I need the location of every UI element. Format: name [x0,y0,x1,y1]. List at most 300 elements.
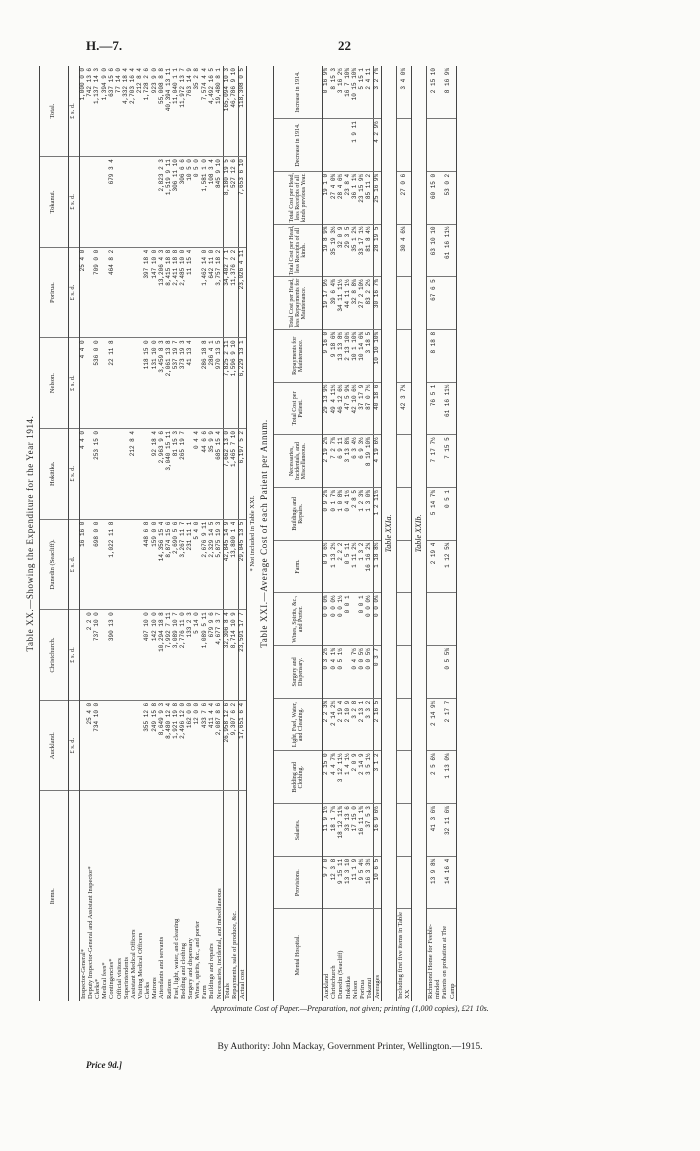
column-header: Nelson. [39,338,68,429]
cell-value [116,247,123,338]
cell-value: 2,703 16 4 [130,66,137,157]
cell-value: 42 10 6½ [352,382,359,435]
cell-value [427,593,442,646]
cell-value: 4 4 7¾ [330,751,337,804]
cell-value: 0 3 2½ [323,646,331,699]
page-number: 22 [338,38,351,53]
cell-value: 685 15 4 [216,429,224,520]
cell-value [94,157,101,248]
cell-value: 14 16 4 [441,856,456,909]
cell-value [123,700,130,791]
cell-value: 8,714 10 9 [231,610,239,701]
cell-value [397,856,412,909]
cell-value: 8 19 10¾ [366,435,374,488]
cell-value: 7 15 5 [441,435,456,488]
cell-value [123,338,130,429]
column-header: Bedding and Clothing. [274,751,323,804]
cell-value: 35 1 2¼ [352,224,359,277]
cell-value: 212 8 4 [130,429,137,520]
row-label: Rations [165,979,173,999]
cell-value: 19 8 9¾ [323,224,331,277]
cell-value: 37 5 3 [366,804,374,857]
cell-value: 40,394 13 11 [166,66,173,157]
cell-value: 61 16 11½ [441,224,456,277]
cell-value: 2,496 12 0 [180,700,187,791]
row-label: Christchurch [330,965,338,999]
cell-value [123,519,130,610]
cell-value: 0 1 7¼ [330,488,337,541]
cell-value: 3 5 1½ [366,751,374,804]
table-row [94,66,101,1001]
row-label: Including first five items in Table XX [397,909,412,1001]
table-row [374,66,382,1001]
cell-value [116,338,123,429]
cell-value [397,329,412,382]
cell-value: 3,459 8 3 [158,338,165,429]
row-label: Porirua [358,979,366,999]
cell-value: 6,229 13 1 [238,338,246,429]
cell-value: 2 13 1 [359,698,366,751]
column-header: Repayments for Maintenance. [274,329,323,382]
cell-value: 16 16 2¼ [366,540,374,593]
row-label: Hokitika [344,976,352,999]
cell-value: 433 7 6 [201,700,208,791]
cell-value: 4 4 0 [79,429,87,520]
cell-value: 1 2 11½ [374,488,382,541]
cell-value: 13,206 4 3 [158,247,165,338]
table-xxi-header [274,66,323,1001]
cell-value: 23 8 4 [345,171,352,224]
cell-value: 1 3 2 [359,540,366,593]
cell-value [397,540,412,593]
cell-value [359,119,366,172]
cell-value: 642 11 0 [208,247,215,338]
cell-value: 679 3 4 [108,157,115,248]
cell-value: 92 18 4 [151,429,158,520]
cell-value: 1,022 11 8 [108,519,115,610]
cell-value [397,804,412,857]
column-header: Salaries. [274,804,323,857]
cell-value [137,157,144,248]
cell-value [116,429,123,520]
cell-value: 16 7 10¾ [345,66,352,119]
cell-value: 41 13 4 [187,338,194,429]
table-row [79,66,87,1001]
cell-value: 2 19 4 [427,540,442,593]
cell-value: 55,008 8 8 [158,66,165,157]
cell-value: 1 18 8½ [374,540,382,593]
table-xxib-title: Table XXIb. [414,514,424,553]
cell-value: 9,307 6 2 [231,700,239,791]
cell-value: 29 3 5 [345,224,352,277]
cell-value: 0 5 11 [345,540,352,593]
cell-value [130,519,137,610]
table-row [397,66,412,1001]
cell-value: 7 17 7½ [427,435,442,488]
cell-value: 2 2 3¾ [323,698,331,751]
cell-value: 11 1 9 [352,856,359,909]
cell-value: 0 5 1½ [337,646,344,699]
cell-value: 33 13 6 [345,804,352,857]
cell-value: 2 13 10½ [345,329,352,382]
cell-value: 35 19 3½ [330,224,337,277]
rotated-page [22,66,677,1001]
cell-value: 1,596 9 10 [231,338,239,429]
cell-value: 3,040 15 11 [166,429,173,520]
cell-value: 2 17 7 [441,698,456,751]
cell-value: 2,690 5 6 [173,519,180,610]
cell-value: 32 8 8¼ [352,277,359,330]
cell-value: 46 12 6½ [337,382,344,435]
row-label: Auckland [323,973,331,999]
cell-value: 2,411 18 8 [173,247,180,338]
cell-value: 2 14 9 [359,751,366,804]
cell-value: 34 11 11½ [337,277,344,330]
column-header: Wines, Spirits, &c., and Porter. [274,593,323,646]
cell-value: 9 7 0 [323,856,331,909]
cell-value: 33 17 1½ [359,224,366,277]
cell-value: 17 15 0 [352,804,359,857]
price-label: Price 9d.] [86,1060,122,1070]
table-xx [39,66,247,1001]
cell-value: 2,963 9 6 [158,429,165,520]
cell-value: 5 14 0 [194,610,201,701]
cell-value: 355 12 6 [144,700,151,791]
column-header: Total Cost per Head, less Receipts of all kinds. [274,224,323,277]
cell-value: 5,875 19 3 [216,519,224,610]
cell-value [116,519,123,610]
cell-value [116,157,123,248]
column-header: Total Cost per Patient. [274,382,323,435]
row-label: Official visitors [115,958,123,999]
cell-value: 77 14 0 [116,66,123,157]
cell-value: 2 19 4 [337,698,344,751]
cell-value: 1 3 0¾ [366,488,374,541]
cell-value: 0 9 6½ [323,540,331,593]
cell-value: 40 18 6 [374,382,382,435]
table-row [441,66,456,1001]
row-label: Patients on probation at The Camp [441,909,456,1001]
table-xxi [273,66,382,1001]
cell-value: 0 4 7½ [352,646,359,699]
cell-value: 12 3 8 [330,856,337,909]
cell-value: 67 6 5 [427,277,442,330]
cell-value: 25 4 0 [87,700,94,791]
row-label: Clerks* [94,978,102,999]
column-header: Necessaries, Incidentals, and Miscellaneous. [274,435,323,488]
cell-value: 159 0 0 [151,519,158,610]
page-code: H.—7. [86,38,123,53]
cell-value: 10 6 5 [374,856,382,909]
cell-value: 8 15 3 [330,66,337,119]
row-label: Matrons [151,977,159,999]
cell-value: 1,728 2 6 [144,66,151,157]
cell-value: 0 4 1¾ [330,646,337,699]
cell-value: 131 10 0 [151,338,158,429]
cell-value: 34,402 7 1 [223,247,231,338]
table-xxib-body [427,66,457,1001]
cell-value [116,700,123,791]
row-label: Contingencies* [108,958,116,999]
cell-value: 2 19 2¼ [323,435,331,488]
units-cell: £ s. d. [68,157,79,248]
cell-value: 3 1 2 [374,751,382,804]
cell-value: 4 19 6½ [374,435,382,488]
cell-value: 9 5 4½ [359,856,366,909]
cell-value: 13 13 8½ [337,329,344,382]
cell-value: 1,137 14 3 [94,66,101,157]
cell-value: 23,591 17 7 [238,610,246,701]
cell-value [441,119,456,172]
cell-value: 763 14 9 [187,66,194,157]
cell-value: 2,329 14 5 [208,519,215,610]
column-header: Buildings and Repairs. [274,488,323,541]
cell-value: 1 2 3¾ [359,488,366,541]
units-cell [68,791,79,1001]
row-label: Medical fees* [101,962,109,999]
cell-value [323,119,331,172]
cell-value [441,329,456,382]
cell-value: 231 11 1 [187,519,194,610]
printer-authority: By Authority: John Mackay, Government Printer, Wellington.—1915. [217,1042,483,1052]
cell-value: 9 15 11 [337,856,344,909]
cell-value: 527 12 6 [231,157,239,248]
cell-value: 85 11 2 [366,171,374,224]
cell-value: 742 13 6 [87,66,94,157]
cell-value [137,429,144,520]
cell-value: 18 1 7¼ [330,804,337,857]
cell-value: 3 4 0¼ [397,66,412,119]
cell-value: 28 4 6½ [337,171,344,224]
cell-value: 1,462 14 0 [201,247,208,338]
cell-value: 10 14 6¾ [359,329,366,382]
cell-value: 118,308 0 5 [238,66,246,157]
cell-value [397,119,412,172]
cell-value: 970 13 5 [216,338,224,429]
cell-value: 679 9 6 [208,610,215,701]
cell-value: 10,294 18 8 [158,610,165,701]
cell-value: 8 18 8 [427,329,442,382]
cell-value: 0 0 5½ [359,646,366,699]
cell-value: 845 9 10 [216,157,224,248]
cell-value: 29 13 9½ [323,382,331,435]
row-label: Richmond Home for Feeble-minded [427,909,442,1001]
cell-value: 26,958 12 6 [223,700,231,791]
cell-value: 16 3 3½ [366,856,374,909]
cell-value: 44 6 6 [201,429,208,520]
cell-value: 7,662 13 0 [223,429,231,520]
cell-value: 2 14 9½ [427,698,442,751]
cell-value: 2,061 13 8 [166,338,173,429]
cell-value: 306 6 6 [180,157,187,248]
row-label: Deputy Inspector-General and Assistant Inspector* [87,866,95,999]
cell-value: 7,574 4 4 [201,66,208,157]
column-header: Total Cost per Head, less Repayments for Maintenance. [274,277,323,330]
cell-value: 133 2 3 [187,610,194,701]
cell-value: 448 6 8 [144,519,151,610]
column-header: Christchurch. [39,610,68,701]
cell-value: 3,267 11 7 [180,519,187,610]
cell-value: 19,480 8 1 [216,66,224,157]
cell-value: 25 16 9¾ [374,171,382,224]
row-label: Fuel, light, water, and cleaning [172,918,180,999]
column-header: Decrease in 1914. [274,119,323,172]
table-xxi-body [323,66,382,1001]
table-row [427,66,442,1001]
cell-value: 265 19 7 [180,429,187,520]
table-xxia-body [397,66,412,1001]
row-label: Assistant Medical Officers [129,929,137,999]
cell-value [130,338,137,429]
cell-value: 397 18 4 [144,247,151,338]
cell-value [101,429,108,520]
table-xxi-title: Table XXI.—Average Cost of each Patient per Annum. [259,419,270,648]
cell-value: 286 4 1 [208,338,215,429]
cell-value: 30 4 6¼ [397,224,412,277]
cell-value: 147 10 0 [151,247,158,338]
row-label: Visiting Medical Officers [137,932,145,999]
column-header: Items. [39,791,68,1001]
table-xxib [426,66,457,1001]
cell-value: 5 14 7¾ [427,488,442,541]
cell-value: 35 9 9 [208,429,215,520]
cell-value [116,610,123,701]
cell-value: 1 12 5¼ [441,540,456,593]
cell-value: 76 5 1 [427,382,442,435]
cell-value: 6 3 4½ [352,435,359,488]
cell-value: 165,094 10 3 [223,66,231,157]
cell-value: 2 5 6¼ [427,751,442,804]
cell-value: 3 13 8¾ [345,435,352,488]
cell-value: 16 9 6½ [374,804,382,857]
cell-value: 16 16 0 [79,519,87,610]
cell-value: 1 13 0¼ [441,751,456,804]
cell-value: 7,825 2 11 [223,338,231,429]
units-cell: £ s. d. [68,610,79,701]
cell-value: 162 0 0 [187,700,194,791]
cell-value: 1,089 5 11 [201,610,208,701]
cell-value: 1,000 0 0 [79,66,87,157]
cell-value: 734 10 0 [94,700,101,791]
column-header: Hokitika. [39,429,68,520]
cell-value: 8,480 12 4 [166,700,173,791]
table-row [123,66,130,1001]
table-row [238,66,246,1001]
cell-value: 212 8 4 [137,66,144,157]
cell-value: 7,992 7 11 [166,610,173,701]
cell-value: 63 10 10 [427,224,442,277]
cell-value: 0 0 0¾ [323,593,331,646]
cell-value: 0 4 4 [194,429,201,520]
cell-value: 536 0 0 [94,338,101,429]
row-label: Repayments, sale of produce, &c. [230,911,238,999]
cell-value: 11,972 13 7 [180,66,187,157]
column-header: Increase in 1914. [274,66,323,119]
row-label: Superintendents [122,957,130,999]
column-header: Provisions. [274,856,323,909]
cell-value: 1 13 2½ [330,540,337,593]
cell-value [397,751,412,804]
cell-value: 4 4 0 [79,338,87,429]
cell-value: 637 15 6 [108,66,115,157]
table-row [108,66,115,1001]
table-xx-body [79,66,246,1001]
cell-value: 2 8 5 [352,488,359,541]
cell-value: 83 2 2½ [366,277,374,330]
cell-value [101,700,108,791]
cell-value: 3,757 18 2 [216,247,224,338]
row-label: Necessaries, incidental, and miscellaneous [215,888,223,999]
row-label: Surgery and dispensary [187,938,194,999]
cell-value [108,429,115,520]
cell-value: 29,045 13 5 [238,519,246,610]
cell-value: 11,040 1 1 [173,66,180,157]
cell-value: 36 1 1¼ [352,171,359,224]
column-header: Total. [39,66,68,157]
cell-value: 37 17 9 [359,382,366,435]
cell-value: 18 12 11¾ [337,804,344,857]
cell-value: 23,026 4 11 [238,247,246,338]
units-cell: £ s. d. [68,519,79,610]
cell-value: 25 4 0 [79,247,87,338]
column-header: Tokanui. [39,157,68,248]
cell-value: 2,087 8 6 [216,700,224,791]
cell-value [427,646,442,699]
cell-value: 81 15 3 [173,429,180,520]
cell-value: 32,306 8 4 [223,610,231,701]
cell-value [397,435,412,488]
cell-value [79,157,87,248]
table-row [130,66,137,1001]
cell-value: 16 11 1¾ [359,804,366,857]
cell-value: 3 18 5 [366,329,374,382]
cell-value: 1 0 8¾ [337,488,344,541]
cell-value: 2 0 9 [352,751,359,804]
cell-value: 87 0 7½ [366,382,374,435]
cell-value: 390 13 0 [108,610,115,701]
cell-value: 28 19 5 [374,224,382,277]
cell-value: 0 0 1 [359,593,366,646]
cell-value: 17,651 6 4 [238,700,246,791]
cell-value: 61 16 11½ [441,382,456,435]
cell-value [144,157,151,248]
cell-value: 1,394 9 0 [101,66,108,157]
cell-value: 2 2 0 [87,610,94,701]
cell-value: 2 10 9 [345,698,352,751]
cell-value: 10 10 10¼ [374,329,382,382]
table-xxia [396,66,412,1001]
row-label: Averages [374,909,382,1001]
cell-value: 10 5 0 [187,157,194,248]
cell-value: 10 1 10¼ [352,329,359,382]
cell-value: 53 0 2 [441,171,456,224]
cell-value: 3 3 2 [366,698,374,751]
cell-value [130,157,137,248]
cell-value: 47 5 9¼ [345,382,352,435]
cell-value: 0 4 1½ [345,488,352,541]
cell-value: 6 9 11 [337,435,344,488]
cell-value: 19 17 9½ [323,277,331,330]
rotated-content [22,66,677,1001]
cell-value: 9 16 0 [323,329,331,382]
row-label: Actual cost [238,791,246,1001]
cell-value: 0 5 1 [441,488,456,541]
cell-value: 0 0 1 [345,593,352,646]
cell-value: 32 0 9 [337,224,344,277]
cell-value: 4,332 18 4 [123,66,130,157]
cell-value: 46,786 9 10 [231,66,239,157]
cell-value [123,610,130,701]
